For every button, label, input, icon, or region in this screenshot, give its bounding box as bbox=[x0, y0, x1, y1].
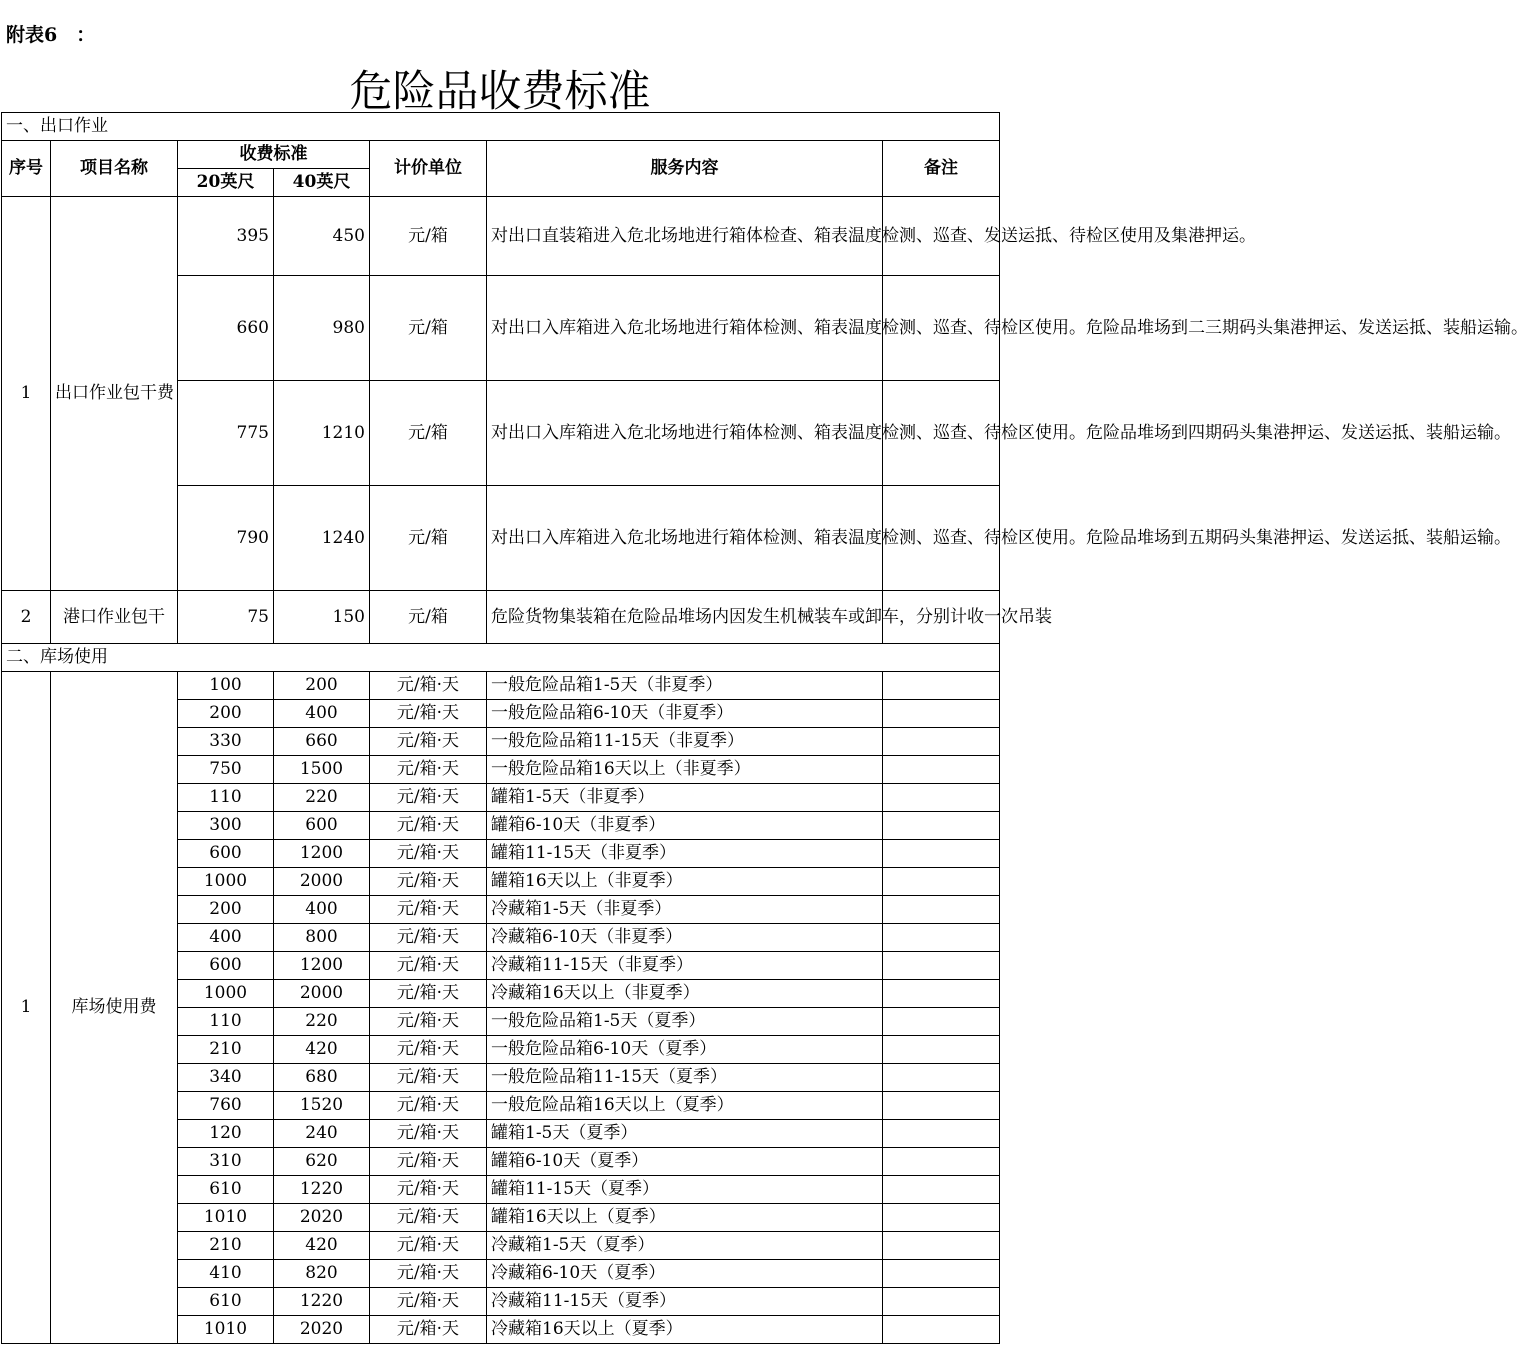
row-seq: 1 bbox=[2, 672, 51, 1344]
remark-cell bbox=[883, 728, 1000, 756]
remark-cell bbox=[883, 1176, 1000, 1204]
price-unit: 元/箱·天 bbox=[370, 1064, 487, 1092]
row-seq: 1 bbox=[2, 197, 51, 591]
price-unit: 元/箱·天 bbox=[370, 1036, 487, 1064]
price-unit: 元/箱·天 bbox=[370, 1260, 487, 1288]
fee-40ft: 620 bbox=[274, 1148, 370, 1176]
price-unit: 元/箱·天 bbox=[370, 812, 487, 840]
fee-20ft: 395 bbox=[178, 197, 274, 276]
fee-40ft: 1210 bbox=[274, 381, 370, 486]
fee-40ft: 220 bbox=[274, 784, 370, 812]
fee-40ft: 600 bbox=[274, 812, 370, 840]
fee-40ft: 400 bbox=[274, 896, 370, 924]
service-content: 一般危险品箱11-15天（非夏季） bbox=[487, 728, 883, 756]
fee-20ft: 610 bbox=[178, 1288, 274, 1316]
service-content: 一般危险品箱16天以上（夏季） bbox=[487, 1092, 883, 1120]
fee-20ft: 200 bbox=[178, 896, 274, 924]
remark-cell bbox=[883, 1288, 1000, 1316]
service-content: 对出口入库箱进入危北场地进行箱体检测、箱表温度检测、巡查、待检区使用。危险品堆场到四期码头集港押运、发送运抵、装船运输。 bbox=[487, 381, 883, 486]
fee-40ft: 1220 bbox=[274, 1288, 370, 1316]
fee-40ft: 150 bbox=[274, 591, 370, 644]
fee-20ft: 200 bbox=[178, 700, 274, 728]
price-unit: 元/箱·天 bbox=[370, 1176, 487, 1204]
fee-20ft: 1000 bbox=[178, 980, 274, 1008]
price-unit: 元/箱·天 bbox=[370, 1092, 487, 1120]
service-content: 冷藏箱6-10天（非夏季） bbox=[487, 924, 883, 952]
fee-40ft: 200 bbox=[274, 672, 370, 700]
remark-cell bbox=[883, 1260, 1000, 1288]
remark-cell bbox=[883, 896, 1000, 924]
fee-40ft: 820 bbox=[274, 1260, 370, 1288]
fee-20ft: 330 bbox=[178, 728, 274, 756]
remark-cell bbox=[883, 672, 1000, 700]
fee-20ft: 1010 bbox=[178, 1204, 274, 1232]
header-unit: 计价单位 bbox=[370, 141, 487, 197]
fee-40ft: 2020 bbox=[274, 1316, 370, 1344]
row-seq: 2 bbox=[2, 591, 51, 644]
service-content: 冷藏箱11-15天（夏季） bbox=[487, 1288, 883, 1316]
remark-cell bbox=[883, 952, 1000, 980]
remark-cell bbox=[883, 1232, 1000, 1260]
service-content: 对出口直装箱进入危北场地进行箱体检查、箱表温度检测、巡查、发送运抵、待检区使用及集港押运。 bbox=[487, 197, 883, 276]
header-remark: 备注 bbox=[883, 141, 1000, 197]
fee-40ft: 1240 bbox=[274, 486, 370, 591]
service-content: 对出口入库箱进入危北场地进行箱体检测、箱表温度检测、巡查、待检区使用。危险品堆场到二三期码头集港押运、发送运抵、装船运输。 bbox=[487, 276, 883, 381]
item-name: 库场使用费 bbox=[51, 672, 178, 1344]
fee-40ft: 680 bbox=[274, 1064, 370, 1092]
fee-40ft: 660 bbox=[274, 728, 370, 756]
fee-20ft: 410 bbox=[178, 1260, 274, 1288]
remark-cell bbox=[883, 1064, 1000, 1092]
fee-40ft: 2000 bbox=[274, 980, 370, 1008]
fee-40ft: 420 bbox=[274, 1036, 370, 1064]
price-unit: 元/箱·天 bbox=[370, 868, 487, 896]
remark-cell bbox=[883, 1316, 1000, 1344]
price-unit: 元/箱·天 bbox=[370, 840, 487, 868]
price-unit: 元/箱·天 bbox=[370, 756, 487, 784]
price-unit: 元/箱 bbox=[370, 197, 487, 276]
price-unit: 元/箱·天 bbox=[370, 1232, 487, 1260]
price-unit: 元/箱 bbox=[370, 486, 487, 591]
fee-20ft: 110 bbox=[178, 784, 274, 812]
page-title: 危险品收费标准 bbox=[349, 67, 651, 117]
service-content: 冷藏箱11-15天（非夏季） bbox=[487, 952, 883, 980]
price-unit: 元/箱·天 bbox=[370, 672, 487, 700]
service-content: 冷藏箱1-5天（非夏季） bbox=[487, 896, 883, 924]
service-content: 冷藏箱1-5天（夏季） bbox=[487, 1232, 883, 1260]
service-content: 一般危险品箱6-10天（夏季） bbox=[487, 1036, 883, 1064]
service-content: 对出口入库箱进入危北场地进行箱体检测、箱表温度检测、巡查、待检区使用。危险品堆场到五期码头集港押运、发送运抵、装船运输。 bbox=[487, 486, 883, 591]
fee-40ft: 800 bbox=[274, 924, 370, 952]
appendix-label: 附表6 ： bbox=[6, 24, 96, 46]
header-item-name: 项目名称 bbox=[51, 141, 178, 197]
item-name: 出口作业包干费 bbox=[51, 197, 178, 591]
header-seq: 序号 bbox=[2, 141, 51, 197]
fee-40ft: 1200 bbox=[274, 952, 370, 980]
fee-20ft: 600 bbox=[178, 952, 274, 980]
fee-20ft: 100 bbox=[178, 672, 274, 700]
fee-40ft: 400 bbox=[274, 700, 370, 728]
header-fee-standard: 收费标准 bbox=[178, 141, 370, 169]
fee-40ft: 1200 bbox=[274, 840, 370, 868]
fee-40ft: 220 bbox=[274, 1008, 370, 1036]
service-content: 冷藏箱6-10天（夏季） bbox=[487, 1260, 883, 1288]
fee-20ft: 210 bbox=[178, 1232, 274, 1260]
fee-20ft: 660 bbox=[178, 276, 274, 381]
price-unit: 元/箱 bbox=[370, 591, 487, 644]
service-content: 一般危险品箱6-10天（非夏季） bbox=[487, 700, 883, 728]
service-content: 罐箱11-15天（夏季） bbox=[487, 1176, 883, 1204]
table-row bbox=[2, 591, 1000, 644]
fee-20ft: 600 bbox=[178, 840, 274, 868]
service-content: 罐箱6-10天（非夏季） bbox=[487, 812, 883, 840]
section-title: 二、库场使用 bbox=[2, 644, 1000, 672]
fee-40ft: 2000 bbox=[274, 868, 370, 896]
service-content: 冷藏箱16天以上（非夏季） bbox=[487, 980, 883, 1008]
fee-20ft: 120 bbox=[178, 1120, 274, 1148]
price-unit: 元/箱·天 bbox=[370, 784, 487, 812]
price-unit: 元/箱·天 bbox=[370, 1204, 487, 1232]
header-service: 服务内容 bbox=[487, 141, 883, 197]
remark-cell bbox=[883, 1008, 1000, 1036]
fee-40ft: 450 bbox=[274, 197, 370, 276]
section-title: 一、出口作业 bbox=[2, 113, 1000, 141]
price-unit: 元/箱·天 bbox=[370, 700, 487, 728]
fee-20ft: 110 bbox=[178, 1008, 274, 1036]
fee-20ft: 1010 bbox=[178, 1316, 274, 1344]
price-unit: 元/箱·天 bbox=[370, 1316, 487, 1344]
remark-cell bbox=[883, 924, 1000, 952]
fee-20ft: 750 bbox=[178, 756, 274, 784]
fee-20ft: 300 bbox=[178, 812, 274, 840]
fee-20ft: 210 bbox=[178, 1036, 274, 1064]
service-content: 一般危险品箱16天以上（非夏季） bbox=[487, 756, 883, 784]
fee-40ft: 2020 bbox=[274, 1204, 370, 1232]
service-content: 罐箱16天以上（非夏季） bbox=[487, 868, 883, 896]
remark-cell bbox=[883, 1092, 1000, 1120]
remark-cell bbox=[883, 784, 1000, 812]
service-content: 罐箱1-5天（非夏季） bbox=[487, 784, 883, 812]
price-unit: 元/箱·天 bbox=[370, 1288, 487, 1316]
price-unit: 元/箱·天 bbox=[370, 924, 487, 952]
fee-20ft: 790 bbox=[178, 486, 274, 591]
section-row bbox=[2, 644, 1000, 672]
price-unit: 元/箱·天 bbox=[370, 1008, 487, 1036]
fee-40ft: 240 bbox=[274, 1120, 370, 1148]
fee-20ft: 310 bbox=[178, 1148, 274, 1176]
remark-cell bbox=[883, 980, 1000, 1008]
service-content: 危险货物集装箱在危险品堆场内因发生机械装车或卸车，分别计收一次吊装 bbox=[487, 591, 883, 644]
header-20ft: 20英尺 bbox=[178, 169, 274, 197]
header-40ft: 40英尺 bbox=[274, 169, 370, 197]
price-unit: 元/箱·天 bbox=[370, 896, 487, 924]
remark-cell bbox=[883, 756, 1000, 784]
price-unit: 元/箱·天 bbox=[370, 1148, 487, 1176]
price-unit: 元/箱·天 bbox=[370, 1120, 487, 1148]
price-unit: 元/箱 bbox=[370, 276, 487, 381]
remark-cell bbox=[883, 1148, 1000, 1176]
fee-40ft: 1520 bbox=[274, 1092, 370, 1120]
remark-cell bbox=[883, 868, 1000, 896]
remark-cell bbox=[883, 1120, 1000, 1148]
service-content: 罐箱16天以上（夏季） bbox=[487, 1204, 883, 1232]
price-unit: 元/箱·天 bbox=[370, 980, 487, 1008]
fee-table bbox=[1, 112, 1528, 1344]
service-content: 罐箱6-10天（夏季） bbox=[487, 1148, 883, 1176]
remark-cell bbox=[883, 1036, 1000, 1064]
service-content: 一般危险品箱1-5天（非夏季） bbox=[487, 672, 883, 700]
remark-cell bbox=[883, 812, 1000, 840]
fee-40ft: 1500 bbox=[274, 756, 370, 784]
remark-cell bbox=[883, 1204, 1000, 1232]
fee-20ft: 75 bbox=[178, 591, 274, 644]
service-content: 一般危险品箱11-15天（夏季） bbox=[487, 1064, 883, 1092]
service-content: 冷藏箱16天以上（夏季） bbox=[487, 1316, 883, 1344]
price-unit: 元/箱·天 bbox=[370, 728, 487, 756]
price-unit: 元/箱 bbox=[370, 381, 487, 486]
remark-cell bbox=[883, 840, 1000, 868]
fee-40ft: 980 bbox=[274, 276, 370, 381]
service-content: 一般危险品箱1-5天（夏季） bbox=[487, 1008, 883, 1036]
fee-20ft: 610 bbox=[178, 1176, 274, 1204]
service-content: 罐箱1-5天（夏季） bbox=[487, 1120, 883, 1148]
item-name: 港口作业包干 bbox=[51, 591, 178, 644]
fee-20ft: 1000 bbox=[178, 868, 274, 896]
fee-20ft: 340 bbox=[178, 1064, 274, 1092]
fee-20ft: 400 bbox=[178, 924, 274, 952]
fee-20ft: 760 bbox=[178, 1092, 274, 1120]
price-unit: 元/箱·天 bbox=[370, 952, 487, 980]
fee-40ft: 1220 bbox=[274, 1176, 370, 1204]
service-content: 罐箱11-15天（非夏季） bbox=[487, 840, 883, 868]
table-row bbox=[2, 197, 1000, 276]
fee-20ft: 775 bbox=[178, 381, 274, 486]
remark-cell bbox=[883, 700, 1000, 728]
fee-40ft: 420 bbox=[274, 1232, 370, 1260]
table-row bbox=[2, 672, 1000, 700]
